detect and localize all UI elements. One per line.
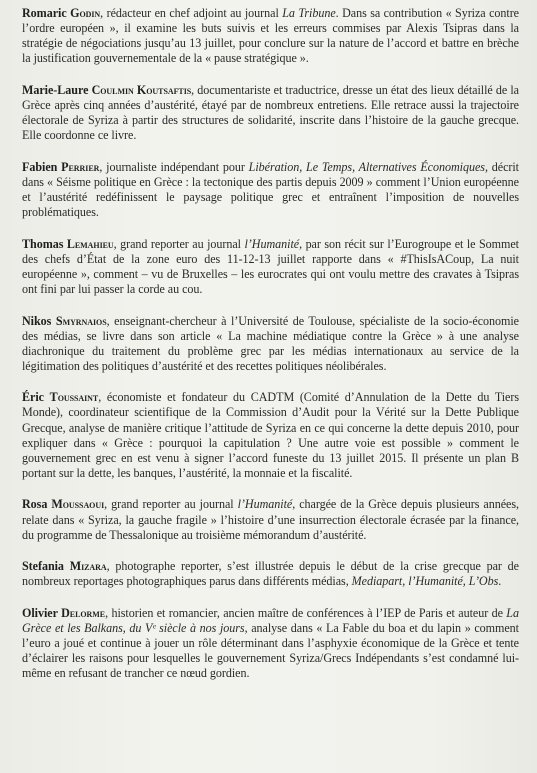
contributor-bio-perrier: Fabien Perrier, journaliste indépendant pour Libération, Le Temps, Alternatives Économiques, décrit dans « Séisme politique en Grèce : la tectonique des partis depuis 2009 » comment l’Union européenne et l’austérité redéfinissent le paysage politique grec et entraînent l’imposition de nouvelles problématiques.: [22, 159, 519, 220]
contributor-bio-mizara: Stefania Mizara, photographe reporter, s’est illustrée depuis le début de la crise grecque par de nombreux reportages photographiques parus dans différents médias, Mediapart, l’Humanité, L’Obs.: [22, 559, 519, 589]
contributor-name: Marie-Laure Coulmin Koutsaftis: [22, 82, 192, 97]
contributor-name: Olivier Delorme: [22, 605, 106, 620]
contributor-name: Rosa Moussaoui: [22, 497, 105, 512]
contributor-bio-lemahieu: Thomas Lemahieu, grand reporter au journal l’Humanité, par son récit sur l’Eurogroupe et le Sommet des chefs d’État de la zone euro des 11-12-13 juillet rapporte dans « #ThisIsACoup, La nuit européenne », comment – vu de Bruxelles – les eurocrates qui ont voulu mettre des cravates à Tsipras ont fini par lui passer la corde au cou.: [22, 236, 519, 296]
contributor-name: Nikos Smyrnaios: [22, 313, 107, 328]
contributor-name: Romaric Godin: [22, 6, 101, 20]
contributor-name: Thomas Lemahieu: [22, 236, 114, 251]
contributor-name: Fabien Perrier: [22, 159, 100, 174]
contributor-name: Stefania Mizara: [22, 559, 107, 574]
contributor-name: Éric Toussaint: [22, 390, 99, 405]
contributor-bio-godin: Romaric Godin, rédacteur en chef adjoint au journal La Tribune. Dans sa contribution « Syriza contre l’ordre européen », il examine les buts suivis et les erreurs commises par Alexis Tsipras dans la stratégie de négociations jusqu’au 13 juillet, pour conclure sur la nature de l’accord et battre en brèche la justification gouvernementale de la « pause stratégique ».: [22, 6, 519, 66]
contributor-bio-delorme: Olivier Delorme, historien et romancier, ancien maître de conférences à l’IEP de Paris et auteur de La Grèce et les Balkans, du Vᵉ siècle à nos jours, analyse dans « La Fable du boa et du lapin » comment l’euro a joué et continue à jouer un rôle déterminant dans l’asphyxie économique de la Grèce et tente d’éclairer les raisons pour lesquelles le gouvernement Syriza/Grecs Indépendants s’est condamné lui-même en refusant de trancher ce nœud gordien.: [22, 605, 519, 681]
contributor-bio-smyrnaios: Nikos Smyrnaios, enseignant-chercheur à l’Université de Toulouse, spécialiste de la socio-économie des médias, se livre dans son article « La machine médiatique contre la Grèce » à une analyse diachronique du traitement du problème grec par les médias internationaux au service de la légitimation des politiques d’austérité et des recettes politiques néolibérales.: [22, 313, 519, 373]
contributor-bio-toussaint: Éric Toussaint, économiste et fondateur du CADTM (Comité d’Annulation de la Dette du Tiers Monde), coordinateur scientifique de la Commission d’Audit pour la Vérité sur la Dette Publique Grecque, analyse de manière critique l’attitude de Syriza en ce qui concerne la dette depuis 2010, pour expliquer dans « Grèce : pourquoi la capitulation ? Une autre voie est possible » comment le gouvernement grec en est venu à signer l’accord funeste du 13 juillet 2015. Il présente un plan B portant sur la dette, les banques, l’austérité, la monnaie et la fiscalité.: [22, 390, 519, 480]
contributor-bio-coulmin-koutsaftis: Marie-Laure Coulmin Koutsaftis, documentariste et traductrice, dresse un état des lieux détaillé de la Grèce après cinq années d’austérité, étayé par de nombreux entretiens. Elle retrace aussi la trajectoire électorale de Syriza à partir des structures de solidarité, inscrite dans l’histoire de la gauche grecque. Elle coordonne ce livre.: [22, 82, 519, 143]
contributor-bio-moussaoui: Rosa Moussaoui, grand reporter au journal l’Humanité, chargée de la Grèce depuis plusieurs années, relate dans « Syriza, la gauche fragile » l’histoire d’une insurrection électorale écrasée par la finance, du programme de Thessalonique au troisième mémorandum d’austérité.: [22, 497, 519, 542]
